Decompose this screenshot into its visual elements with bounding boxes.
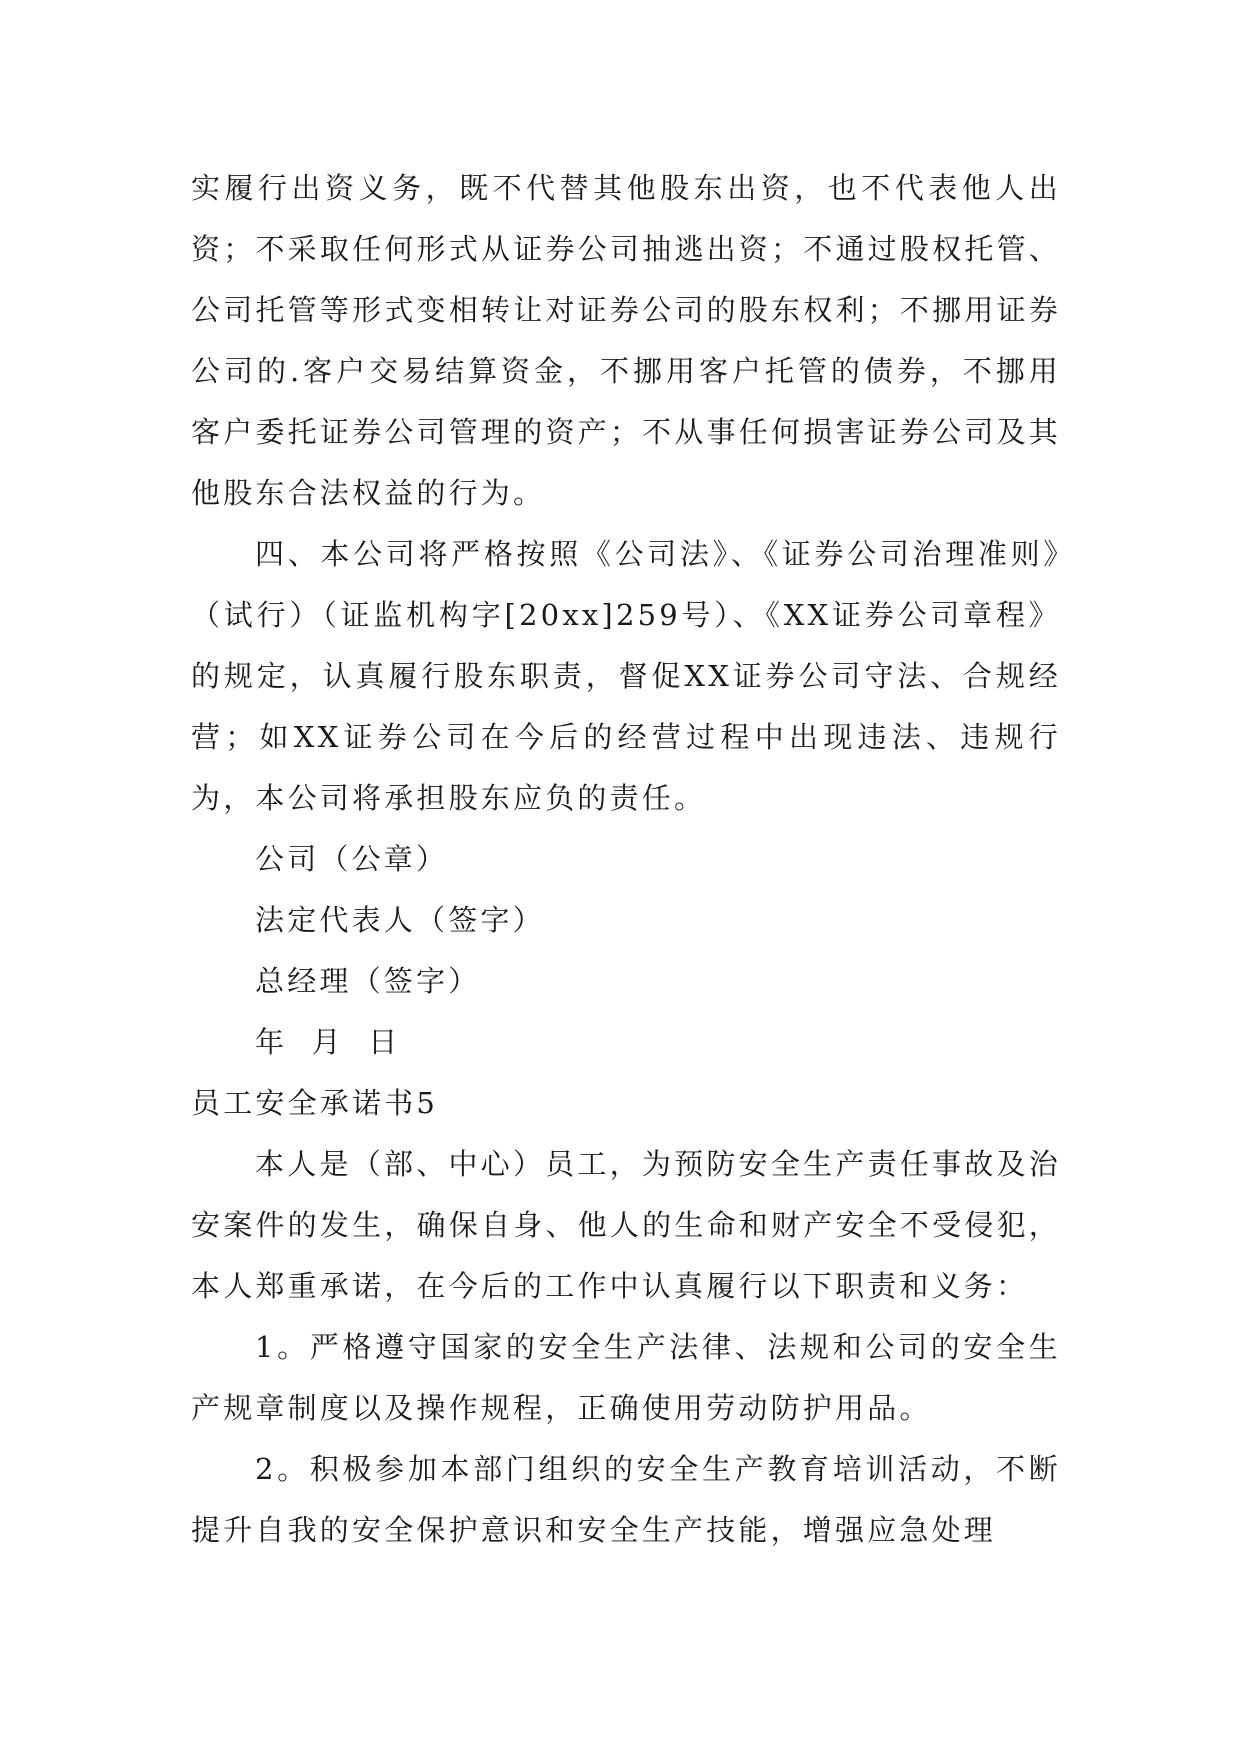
paragraph-clause-four: 四、本公司将严格按照《公司法》、《证券公司治理准则》（试行）（证监机构字[20xx]259号）、《XX证券公司章程》的规定，认真履行股东职责，督促XX证券公司守法、合规经营；如XX证券公司在今后的经营过程中出现违法、违规行为，本公司将承担股东应负的责任。 [191, 537, 1061, 815]
paragraph-employee-pledge-intro: 本人是（部、中心）员工，为预防安全生产责任事故及治安案件的发生，确保自身、他人的生命和财产安全不受侵犯，本人郑重承诺，在今后的工作中认真履行以下职责和义务： [191, 1147, 1061, 1303]
signature-date: 年 月 日 [255, 1025, 401, 1059]
signature-company-seal: 公司（公章） [255, 842, 449, 876]
signature-general-manager: 总经理（签字） [255, 964, 481, 998]
paragraph-obligations-continued: 实履行出资义务，既不代替其他股东出资，也不代表他人出资；不采取任何形式从证券公司抽逃出资；不通过股权托管、公司托管等形式变相转让对证券公司的股东权利；不挪用证券公司的.客户交易结算资金，不挪用客户托管的债券，不挪用客户委托证券公司管理的资产；不从事任何损害证券公司及其他股东合法权益的行为。 [191, 171, 1061, 510]
signature-legal-representative: 法定代表人（签字） [255, 903, 545, 937]
paragraph-pledge-item-2: 2。积极参加本部门组织的安全生产教育培训活动，不断提升自我的安全保护意识和安全生产技能，增强应急处理 [191, 1452, 1061, 1547]
paragraph-pledge-item-1: 1。严格遵守国家的安全生产法律、法规和公司的安全生产规章制度以及操作规程，正确使用劳动防护用品。 [191, 1330, 1061, 1425]
section-title: 员工安全承诺书5 [191, 1086, 439, 1120]
document-page [191, 158, 1061, 1561]
